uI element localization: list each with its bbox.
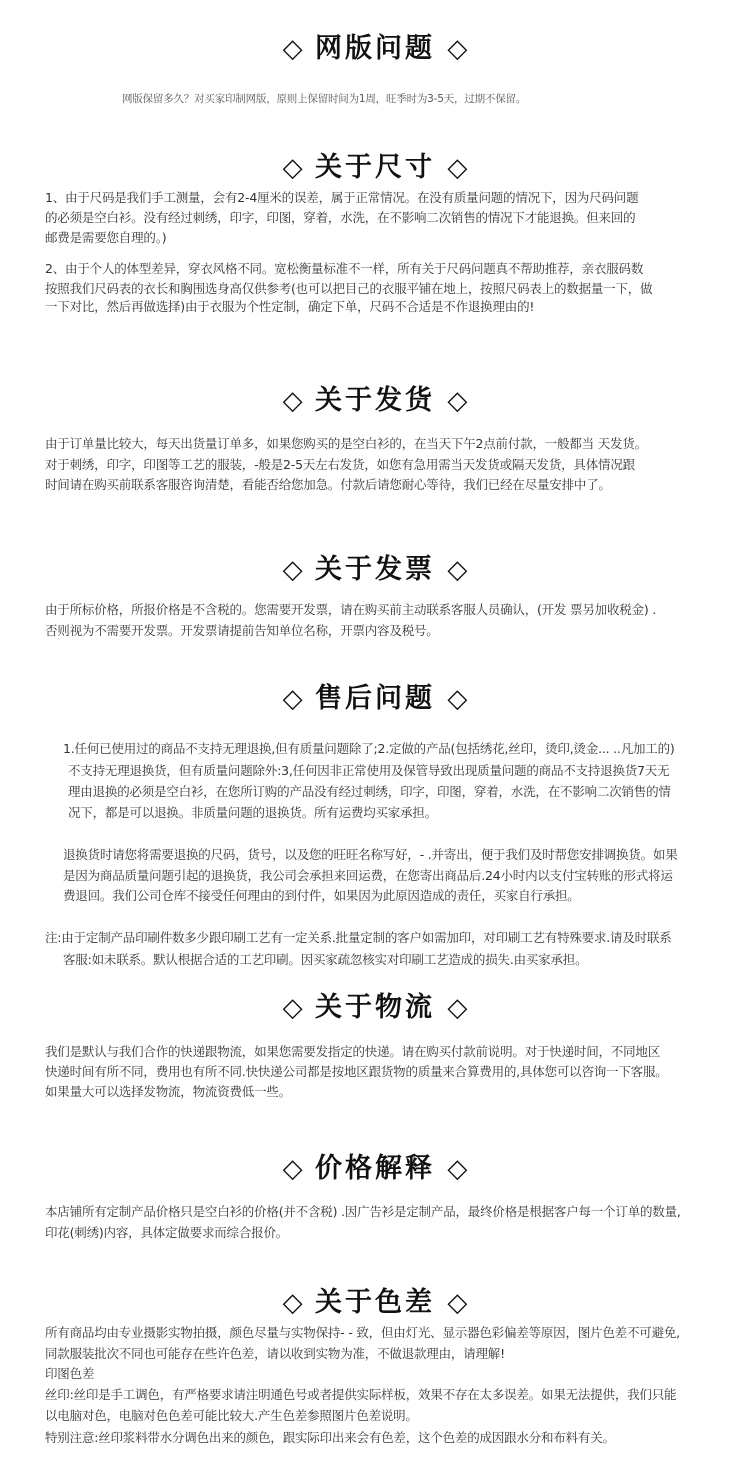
paragraph-line: 特别注意:丝印浆料带水分调色出来的颜色，跟实际印出来会有色差，这个色差的成因跟水分和布料有关。 <box>45 1430 615 1445</box>
paragraph-line: 1.任何已使用过的商品不支持无理退换,但有质量问题除了;2.定做的产品(包括绣花,丝印，烫印,烫金... ..凡加工的) <box>63 741 675 756</box>
paragraph-line: 不支持无理退换货，但有质量问题除外:3,任何因非正常使用及保管导致出现质量问题的商品不支持退换货7天无 <box>68 763 670 778</box>
paragraph-line: 况下，都是可以退换。非质量问题的退换货。所有运费均买家承担。 <box>68 805 438 820</box>
paragraph-line: 是因为商品质量问题引起的退换货，我公司会承担来回运费，在您寄出商品后.24小时内以支付宝转账的形式将运 <box>63 868 673 883</box>
heading-price <box>0 1146 750 1185</box>
heading-text: 关于色差 <box>315 1287 435 1318</box>
paragraph-line: 2、由于个人的体型差异，穿衣风格不同。宽松衡量标准不一样，所有关于尺码问题真不帮助推荐，亲衣服码数 <box>45 261 644 276</box>
paragraph-line: 注:由于定制产品印刷件数多少跟印刷工艺有一定关系.批量定制的客户如需加印，对印刷工艺有特殊要求.请及时联系 <box>45 930 672 945</box>
paragraph-line: 由于订单量比较大，每天出货量订单多，如果您购买的是空白衫的，在当天下午2点前付款，一般都当 天发货。 <box>45 436 647 451</box>
diamond-icon: ◇ <box>282 555 303 585</box>
diamond-icon: ◇ <box>282 1154 303 1184</box>
paragraph-line: 以电脑对色，电脑对色色差可能比较大.产生色差参照图片色差说明。 <box>45 1408 418 1423</box>
paragraph-line: 理由退换的必须是空白衫，在您所订购的产品没有经过刺绣，印字，印图，穿着，水洗，在不影响二次销售的情 <box>68 784 671 799</box>
paragraph-line: 所有商品均由专业摄影实物拍摄，颜色尽量与实物保持- - 致，但由灯光、显示器色彩偏差等原因，图片色差不可避免, <box>45 1325 680 1340</box>
heading-text: 关于发货 <box>315 385 435 416</box>
paragraph-line: 1、由于尺码是我们手工测量，会有2-4厘米的误差，属于正常情况。在没有质量问题的情况下，因为尺码问题 <box>45 190 639 205</box>
paragraph-line: 的必须是空白衫。没有经过刺绣，印字，印图，穿着，水洗，在不影响二次销售的情况下才能退换。但来回的 <box>45 210 636 225</box>
heading-text: 网版问题 <box>315 33 435 64</box>
heading-invoice <box>0 547 750 586</box>
paragraph-line: 退换货时请您将需要退换的尺码，货号，以及您的旺旺名称写好，- .并寄出，便于我们及时帮您安排调换货。如果 <box>63 847 678 862</box>
paragraph-line: 按照我们尺码表的衣长和胸围选身高仅供参考(也可以把目己的衣服平铺在地上，按照尺码表上的数据量一下，做 <box>45 281 653 296</box>
diamond-icon: ◇ <box>447 34 468 64</box>
diamond-icon: ◇ <box>282 684 303 714</box>
paragraph-line: 印花(刺绣)内容，具体定做要求而综合报价。 <box>45 1225 289 1240</box>
paragraph-line: 一下对比，然后再做选择)由于衣服为个性定制，确定下单，尺码不合适是不作退换理由的! <box>45 299 535 314</box>
paragraph-line: 否则视为不需要开发票。开发票请提前告知单位名称，开票内容及税号。 <box>45 623 439 638</box>
heading-screen-printing <box>0 26 750 65</box>
heading-after-sales <box>0 676 750 715</box>
diamond-icon: ◇ <box>282 1288 303 1318</box>
screen-printing-text: 网版保留多久？对买家印制网版，原则上保留时间为1周，旺季时为3-5天，过期不保留。 <box>122 93 527 105</box>
diamond-icon: ◇ <box>447 555 468 585</box>
paragraph-line: 如果量大可以选择发物流，物流资费低一些。 <box>45 1084 292 1099</box>
diamond-icon: ◇ <box>447 1288 468 1318</box>
diamond-icon: ◇ <box>447 1154 468 1184</box>
paragraph-line: 印图色差 <box>45 1366 95 1381</box>
heading-text: 关于物流 <box>315 992 435 1023</box>
heading-text: 关于发票 <box>315 554 435 585</box>
paragraph-line: 由于所标价格，所报价格是不含税的。您需要开发票，请在购买前主动联系客服人员确认，(开发 票另加收税金) . <box>45 602 657 617</box>
heading-shipping <box>0 378 750 417</box>
paragraph-line: 同款服装批次不同也可能存在些许色差，请以收到实物为准，不做退款理由，请理解! <box>45 1346 505 1361</box>
heading-logistics <box>0 985 750 1024</box>
paragraph-line: 客服:如未联系。默认根据合适的工艺印刷。因买家疏忽核实对印刷工艺造成的损失.由买家承担。 <box>63 952 588 967</box>
heading-color <box>0 1280 750 1319</box>
paragraph-line: 费退回。我们公司仓库不接受任何理由的到付件，如果因为此原因造成的责任，买家自行承担。 <box>63 888 580 903</box>
paragraph-line: 我们是默认与我们合作的快递跟物流，如果您需要发指定的快递。请在购买付款前说明。对于快递时间，不同地区 <box>45 1044 661 1059</box>
diamond-icon: ◇ <box>282 34 303 64</box>
diamond-icon: ◇ <box>282 153 303 183</box>
diamond-icon: ◇ <box>282 993 303 1023</box>
diamond-icon: ◇ <box>447 386 468 416</box>
heading-text: 售后问题 <box>315 683 435 714</box>
diamond-icon: ◇ <box>447 153 468 183</box>
paragraph-line: 快递时间有所不同，费用也有所不同.快快递公司都是按地区跟货物的质量来合算费用的,具体您可以咨询一下客服。 <box>45 1064 668 1079</box>
heading-text: 关于尺寸 <box>315 152 435 183</box>
paragraph-line: 时间请在购买前联系客服咨询清楚，看能否给您加急。付款后请您耐心等待，我们已经在尽量安排中了。 <box>45 477 611 492</box>
heading-size <box>0 145 750 184</box>
paragraph-line: 对于刺绣，印字，印图等工艺的服装，-般是2-5天左右发货，如您有急用需当天发货或隔天发货，具体情况跟 <box>45 457 635 472</box>
diamond-icon: ◇ <box>282 386 303 416</box>
diamond-icon: ◇ <box>447 684 468 714</box>
paragraph-line: 邮费是需要您自理的。) <box>45 230 167 245</box>
paragraph-line: 丝印:丝印是手工调色，有严格要求请注明通色号或者提供实际样板，效果不存在太多误差。如果无法提供，我们只能 <box>45 1387 677 1402</box>
paragraph-line: 本店铺所有定制产品价格只是空白衫的价格(并不含税) .因广告衫是定制产品，最终价格是根据客户每一个订单的数量, <box>45 1204 681 1219</box>
diamond-icon: ◇ <box>447 993 468 1023</box>
heading-text: 价格解释 <box>315 1153 435 1184</box>
